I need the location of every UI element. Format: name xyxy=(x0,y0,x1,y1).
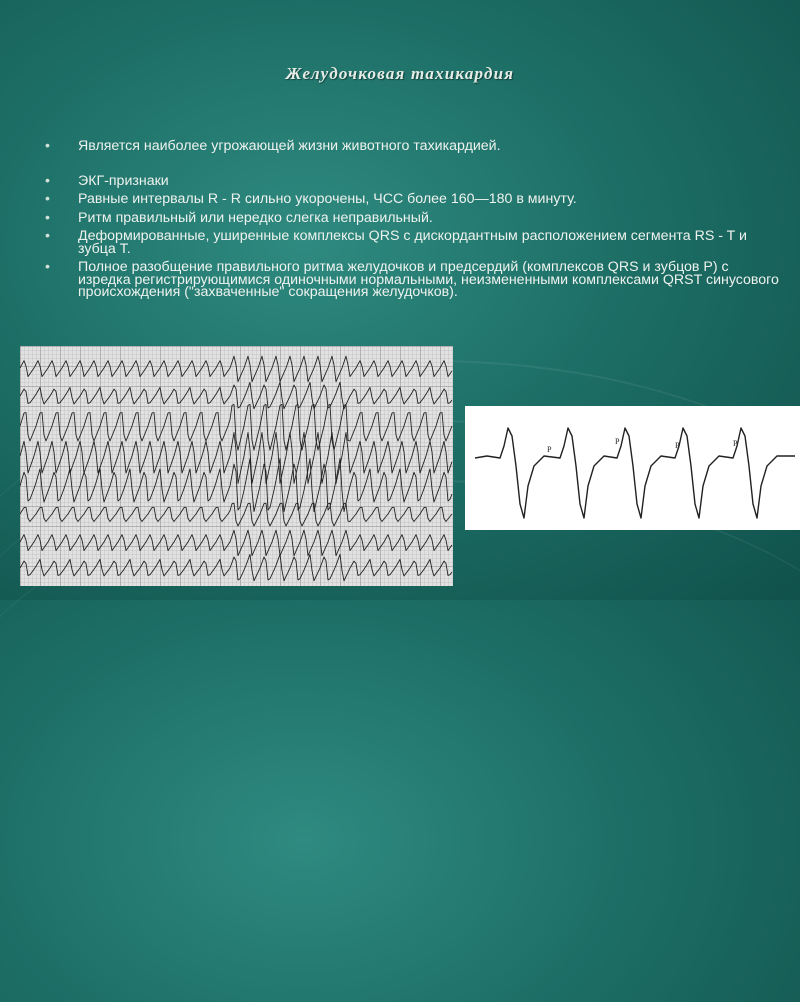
ecg-lead-trace xyxy=(20,554,452,581)
slide-title: Желудочковая тахикардия xyxy=(285,64,515,83)
p-wave-label: P xyxy=(675,441,680,450)
ecg-strip-image xyxy=(20,346,453,586)
bullet-item: • ЭКГ-признаки xyxy=(45,175,785,188)
p-wave-label: P xyxy=(547,445,552,454)
ecg-single-trace xyxy=(465,406,800,530)
p-wave-label: P xyxy=(733,439,738,448)
bullet-item: • Равные интервалы R - R сильно укорочены, ЧСС более 160—180 в минуту. xyxy=(45,193,785,206)
p-wave-label: P xyxy=(615,437,620,446)
ecg-trace-line xyxy=(475,428,795,518)
ecg-lead-trace xyxy=(20,530,452,556)
bullet-list xyxy=(45,140,785,305)
ecg-lead-trace xyxy=(20,503,452,526)
ecg-lead-trace xyxy=(20,356,452,382)
ecg-lead-trace xyxy=(20,459,452,512)
bullet-item: • Ритм правильный или нередко слегка неправильный. xyxy=(45,212,785,225)
ecg-multilead-traces xyxy=(20,346,453,586)
bullet-item: • Деформированные, уширенные комплексы QRS с дискордантным расположением сегмента RS - T и зубца Т. xyxy=(45,230,785,255)
bullet-item: • Является наиболее угрожающей жизни животного тахикардией. xyxy=(45,140,785,153)
bullet-item: • Полное разобщение правильного ритма желудочков и предсердий (комплексов QRS и зубцов P) с изредка регистрирующимися одиночными нормальными, неизмененными комплексами QRST синусового происхождения ("захваченные" сокращения желудочков). xyxy=(45,261,785,299)
ecg-lead-trace xyxy=(20,382,452,409)
ecg-tracing-image xyxy=(465,406,800,530)
